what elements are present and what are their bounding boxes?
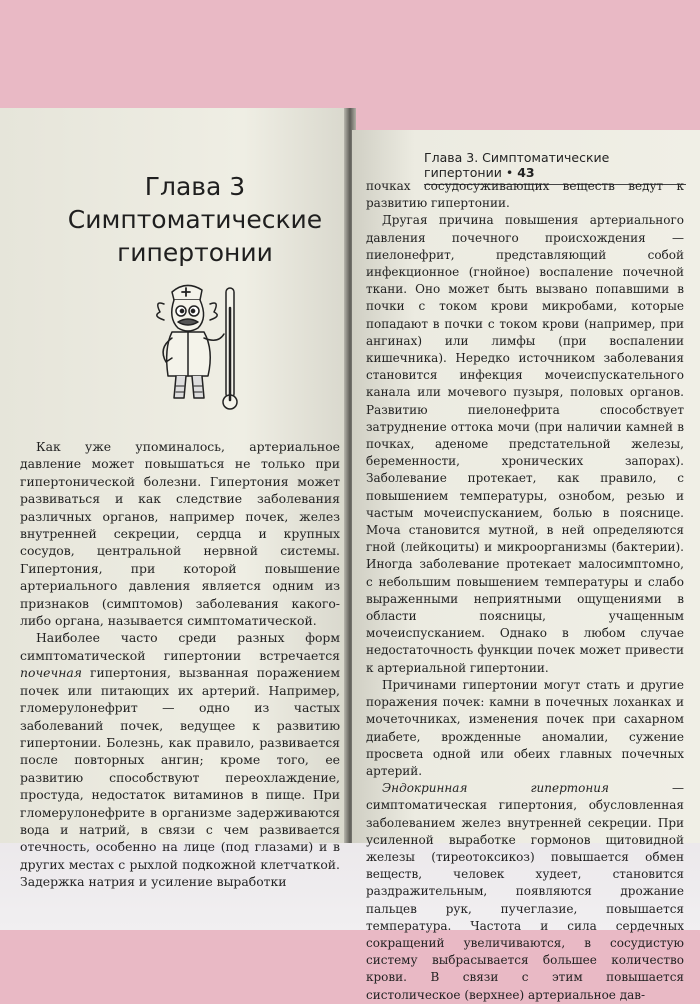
text-run: гипертония, вызванная поражением почек или питающих их артерий. Например, гломерулонефрит — одно из частых заболеваний почек, ведущее к развитию гипертонии. Болезнь, как правило, развивается после повторных ангин; кроме того, ее развитию способствуют переохлаждение, простуда, недостаток витаминов в пище. При гломерулонефрите в организме задерживаются вода и натрий, в связи с чем развивается отечность, особенно на лице (под глазами) и в других местах с рыхлой подкожной клетчаткой. Задержка натрия и усиление выработки	[20, 665, 340, 890]
doctor-illustration	[142, 278, 252, 418]
left-page-body	[20, 438, 340, 891]
header-title: Глава 3. Симптоматические гипертонии	[424, 150, 610, 180]
paragraph	[366, 780, 684, 1004]
paragraph: Причинами гипертонии могут стать и другие поражения почек: камни в почечных лоханках и мочеточниках, изменения почек при сахарном диабете, врожденные аномалии, сужение просвета одной или обеих главных почечных артерий.	[366, 677, 684, 778]
paragraph: Как уже упоминалось, артериальное давление может повышаться не только при гипертонической болезни. Гипертония может развиваться и как следствие заболевания различных органов, например почек, желез внутренней секреции, сердца и крупных сосудов, центральной нервной системы. Гипертония, при которой повышение артериального давления является одним из признаков (симптомов) заболевания какого-либо органа, называется симптоматической.	[20, 439, 340, 629]
right-page-body	[366, 178, 684, 1004]
paragraph: почках сосудосуживающих веществ ведут к развитию гипертонии.	[366, 179, 684, 211]
chapter-title-line: Глава 3	[144, 172, 246, 201]
paragraph	[20, 629, 340, 890]
paragraph: Другая причина повышения артериального давления почечного происхождения — пиелонефрит, представляющий собой инфекционное (гнойное) воспаление почечной ткани. Оно может быть вызвано попавшими в почки с током крови микробами, которые попадают в почки с током крови (например, при ангинах) или лимфы (при воспалении кишечника). Нередко источником заболевания становится инфекция мочеиспускательного канала или мочевого пузыря, половых органов. Развитию пиелонефрита способствует затруднение оттока мочи (при наличии камней в почках, аденоме предстательной железы, беременности, хронических запорах). Заболевание протекает, как правило, с повышением температуры, ознобом, резью и частым мочеиспусканием, болью в пояснице. Моча становится мутной, в ней определяются гной (лейкоциты) и микроорганизмы (бактерии). Иногда заболевание протекает малосимптомно, с небольшим повышением температуры и слабо выраженными неприятными ощущениями в области поясницы, учащенным мочеиспусканием. Однако в любом случае недостаточность функции почек может привести к артериальной гипертонии.	[366, 213, 684, 675]
left-page	[0, 108, 348, 890]
open-book	[0, 108, 700, 1002]
text-run: Наиболее часто среди разных форм симптоматической гипертонии встречается	[20, 630, 340, 663]
italic-term: почечная	[20, 665, 82, 681]
chapter-title-line: Симптоматические	[67, 205, 323, 234]
header-bullet: •	[505, 165, 514, 180]
page-number: 43	[517, 165, 535, 180]
chapter-title-line: гипертонии	[117, 238, 273, 267]
right-page	[352, 130, 700, 1002]
chapter-title	[60, 170, 330, 269]
italic-term: Эндокринная гипертония	[382, 781, 609, 796]
text-run: — симптоматическая гипертония, обусловленная заболеванием желез внутренней секреции. При усиленной выработке гормонов щитовидной железы (тиреотоксикоз) повышается обмен веществ, человек худеет, становится раздражительным, появляются дрожание пальцев рук, пучеглазие, повышается температура. Частота и сила сердечных сокращений увеличиваются, в сосудистую систему выбрасывается большее количество крови. В связи с этим повышается систолическое (верхнее) артериальное дав-	[366, 781, 684, 1002]
